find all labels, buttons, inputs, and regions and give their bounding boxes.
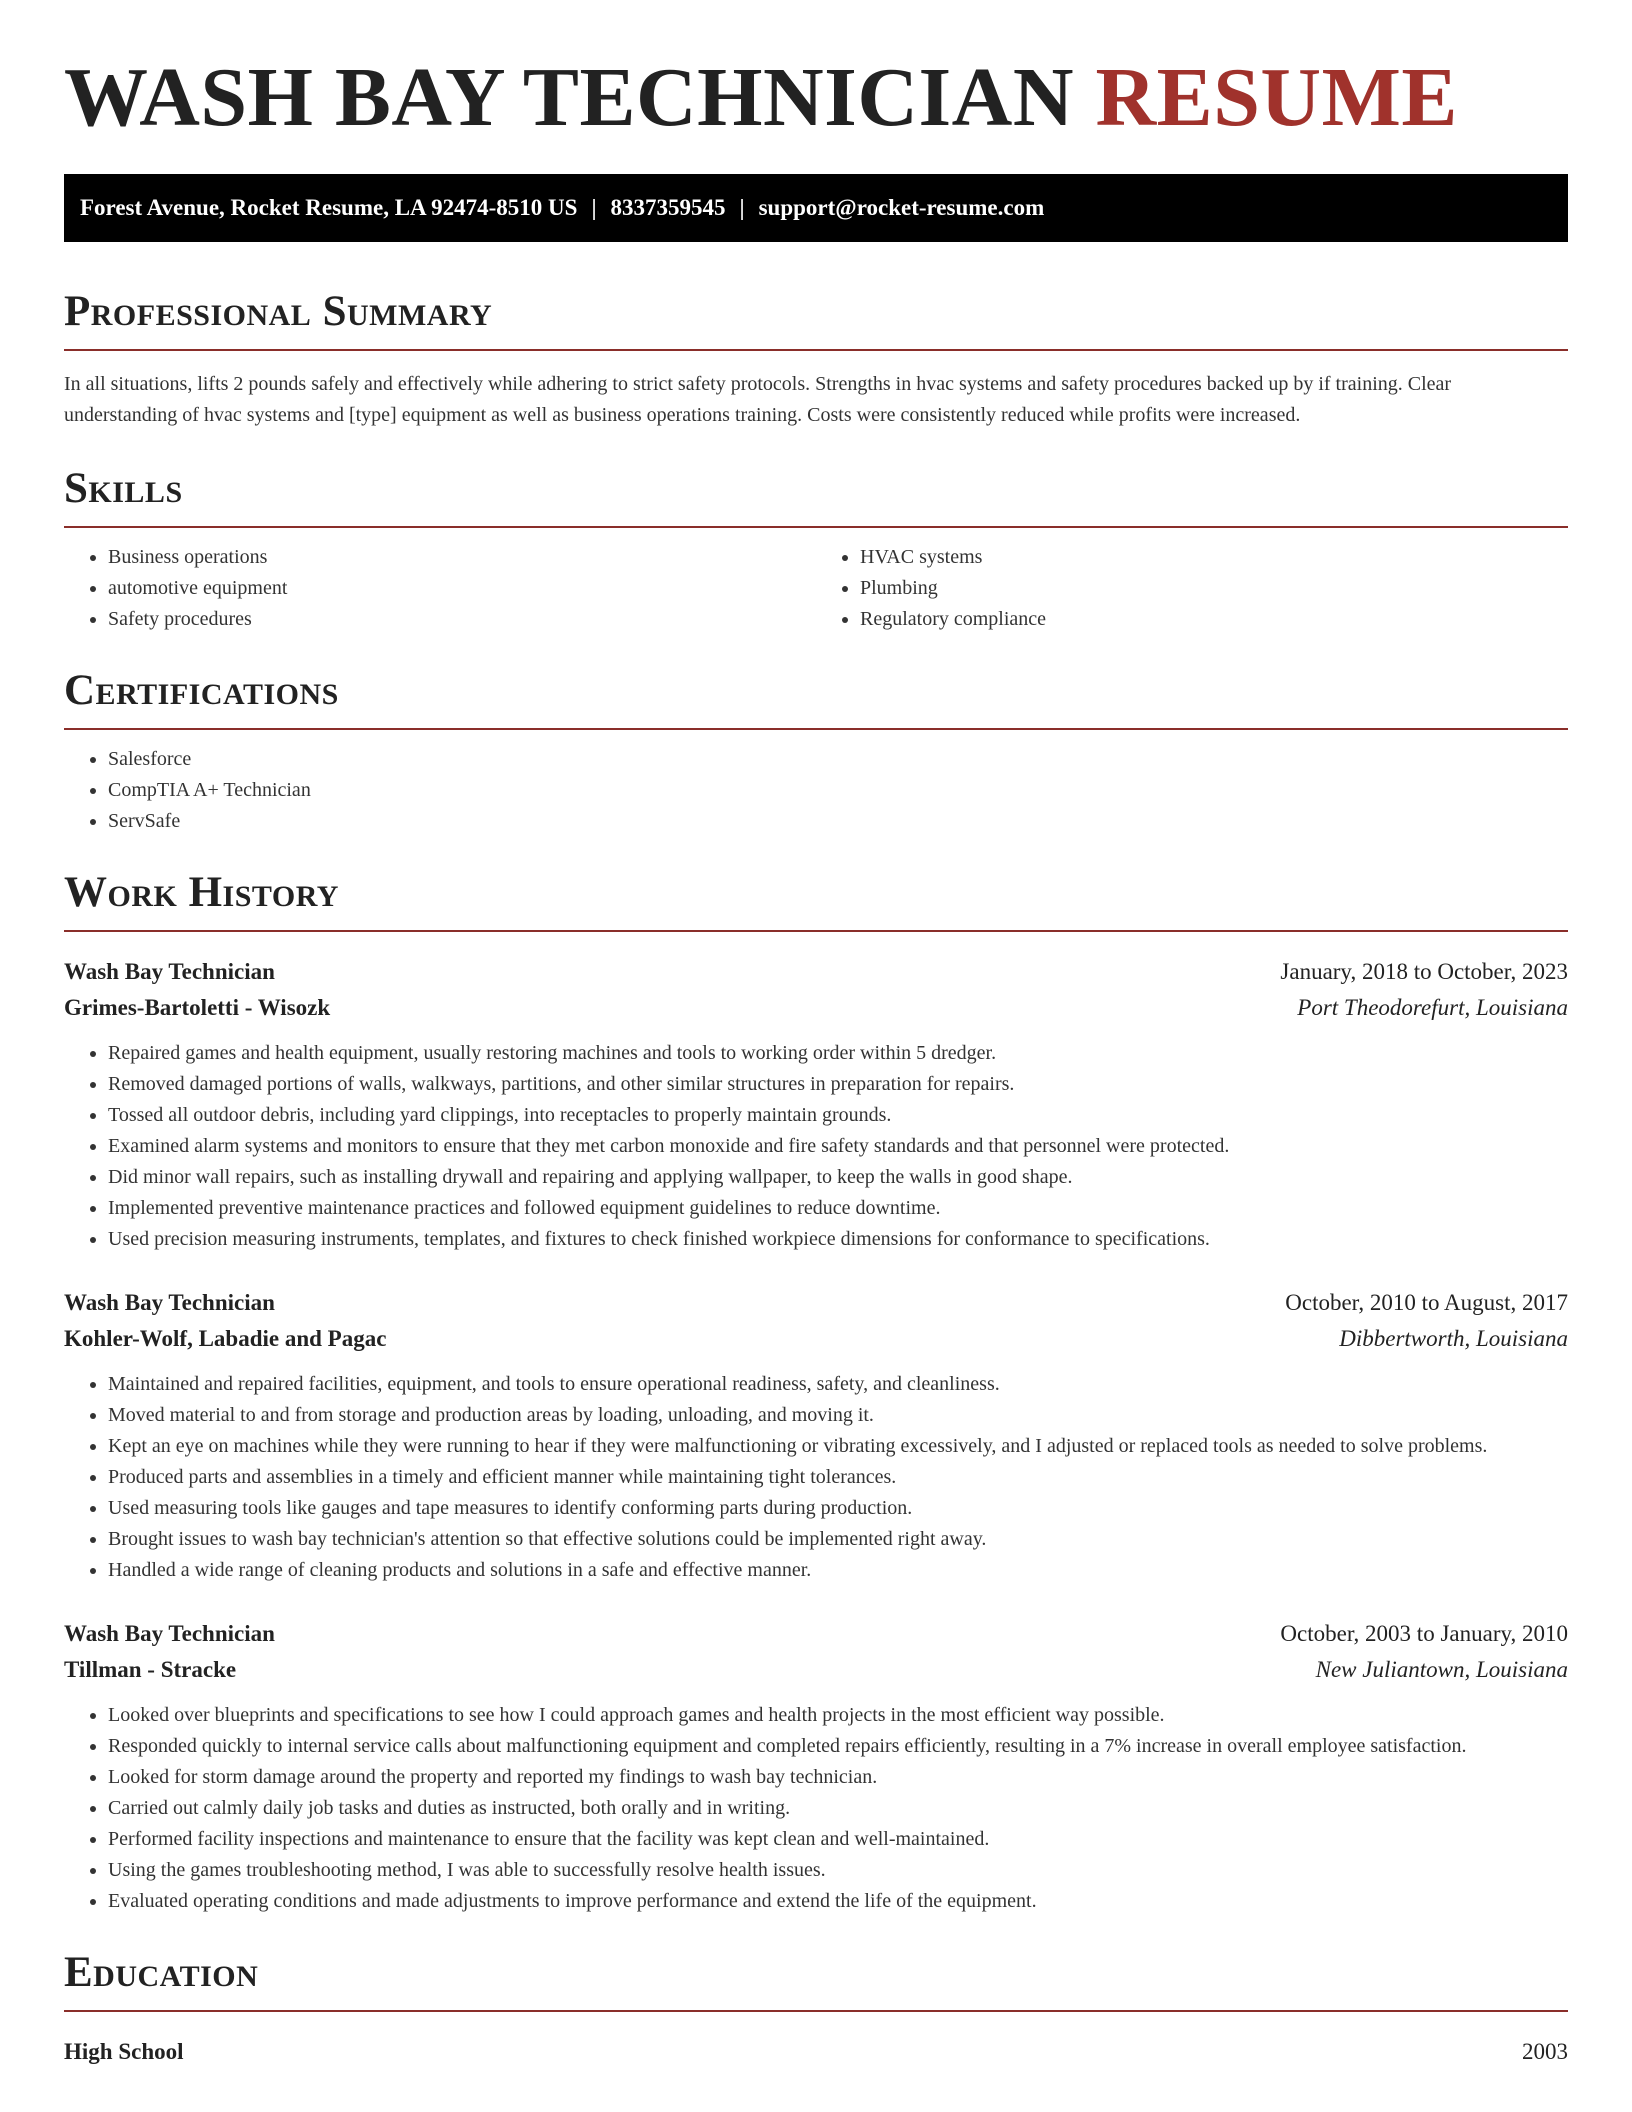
certifications-heading: Certifications	[64, 667, 339, 714]
contact-separator: |	[739, 195, 745, 220]
education-entry	[64, 2034, 1568, 2070]
contact-phone: 8337359545	[610, 195, 726, 220]
contact-address: Forest Avenue, Rocket Resume, LA 92474-8510 US	[80, 195, 578, 220]
job-bullet: • Kept an eye on machines while they were running to hear if they were malfunctioning or vibrating excessively, and I adjusted or replaced tools as needed to solve problems.	[108, 1431, 1568, 1462]
title-accent: RESUME	[1095, 51, 1458, 144]
resume-title	[64, 51, 1568, 144]
contact-bar	[64, 174, 1568, 242]
section-divider	[64, 2010, 1568, 2012]
job-bullet: • Performed facility inspections and maintenance to ensure that the facility was kept clean and well-maintained.	[108, 1824, 1568, 1855]
job-location: New Juliantown, Louisiana	[1315, 1657, 1568, 1682]
job-bullet: • Moved material to and from storage and production areas by loading, unloading, and moving it.	[108, 1400, 1568, 1431]
work-history-heading: Work History	[64, 869, 339, 916]
job-entry	[64, 1616, 1568, 1917]
job-entry	[64, 954, 1568, 1255]
job-bullet: • Using the games troubleshooting method, I was able to successfully resolve health issues.	[108, 1855, 1568, 1886]
job-dates: October, 2010 to August, 2017	[1285, 1290, 1568, 1315]
job-entry	[64, 1285, 1568, 1586]
job-bullet: • Brought issues to wash bay technician's attention so that effective solutions could be implemented right away.	[108, 1524, 1568, 1555]
skill-item: • Business operations	[108, 542, 816, 573]
job-bullet: • Handled a wide range of cleaning products and solutions in a safe and effective manner.	[108, 1555, 1568, 1586]
job-bullet: • Used measuring tools like gauges and tape measures to identify conforming parts during production.	[108, 1493, 1568, 1524]
job-bullet: • Used precision measuring instruments, templates, and fixtures to check finished workpiece dimensions for conformance to specifications.	[108, 1224, 1568, 1255]
certification-item: • Salesforce	[108, 744, 1568, 775]
job-bullet: • Maintained and repaired facilities, equipment, and tools to ensure operational readiness, safety, and cleanliness.	[108, 1369, 1568, 1400]
job-bullets	[64, 1369, 1568, 1586]
job-bullet: • Carried out calmly daily job tasks and duties as instructed, both orally and in writing.	[108, 1793, 1568, 1824]
skill-item: • Safety procedures	[108, 604, 816, 635]
certification-item: • ServSafe	[108, 806, 1568, 837]
skill-item: • Plumbing	[860, 573, 1568, 604]
contact-email: support@rocket-resume.com	[758, 195, 1045, 220]
skills-grid	[64, 528, 1568, 635]
skills-list-right	[816, 542, 1568, 635]
job-company: Kohler-Wolf, Labadie and Pagac	[64, 1326, 387, 1351]
certification-item: • CompTIA A+ Technician	[108, 775, 1568, 806]
contact-separator: |	[591, 195, 597, 220]
job-location: Dibbertworth, Louisiana	[1339, 1326, 1568, 1351]
education-degree: High School	[64, 2039, 184, 2064]
section-divider	[64, 728, 1568, 730]
education-year: 2003	[1522, 2039, 1568, 2064]
job-bullet: • Evaluated operating conditions and made adjustments to improve performance and extend the life of the equipment.	[108, 1886, 1568, 1917]
skills-heading: Skills	[64, 465, 183, 512]
job-company: Grimes-Bartoletti - Wisozk	[64, 995, 331, 1020]
job-bullet: • Responded quickly to internal service calls about malfunctioning equipment and completed repairs efficiently, resulting in a 7% increase in overall employee satisfaction.	[108, 1731, 1568, 1762]
skill-item: • HVAC systems	[860, 542, 1568, 573]
section-divider	[64, 930, 1568, 932]
job-dates: October, 2003 to January, 2010	[1280, 1621, 1568, 1646]
job-dates: January, 2018 to October, 2023	[1280, 959, 1568, 984]
skill-item: • Regulatory compliance	[860, 604, 1568, 635]
job-title: Wash Bay Technician	[64, 959, 275, 984]
summary-text: In all situations, lifts 2 pounds safely and effectively while adhering to strict safety protocols. Strengths in hvac systems and safety procedures backed up by if training. Clear understanding of hvac systems and [type] equipment as well as business operations training. Costs were consistently reduced while profits were increased.	[64, 373, 1452, 426]
job-title: Wash Bay Technician	[64, 1290, 275, 1315]
job-bullets	[64, 1700, 1568, 1917]
section-divider	[64, 349, 1568, 351]
title-main: WASH BAY TECHNICIAN	[64, 51, 1074, 144]
skill-item: • automotive equipment	[108, 573, 816, 604]
skills-list-left	[64, 542, 816, 635]
job-title: Wash Bay Technician	[64, 1621, 275, 1646]
job-bullet: • Tossed all outdoor debris, including yard clippings, into receptacles to properly maintain grounds.	[108, 1100, 1568, 1131]
job-bullet: • Looked for storm damage around the property and reported my findings to wash bay technician.	[108, 1762, 1568, 1793]
job-bullet: • Examined alarm systems and monitors to ensure that they met carbon monoxide and fire safety standards and that personnel were protected.	[108, 1131, 1568, 1162]
job-bullet: • Produced parts and assemblies in a timely and efficient manner while maintaining tight tolerances.	[108, 1462, 1568, 1493]
job-location: Port Theodorefurt, Louisiana	[1297, 995, 1568, 1020]
job-bullet: • Did minor wall repairs, such as installing drywall and repairing and applying wallpaper, to keep the walls in good shape.	[108, 1162, 1568, 1193]
certifications-list	[64, 744, 1568, 837]
job-bullet: • Implemented preventive maintenance practices and followed equipment guidelines to reduce downtime.	[108, 1193, 1568, 1224]
job-company: Tillman - Stracke	[64, 1657, 237, 1682]
job-bullet: • Removed damaged portions of walls, walkways, partitions, and other similar structures in preparation for repairs.	[108, 1069, 1568, 1100]
summary-heading: Professional Summary	[64, 288, 493, 335]
job-bullets	[64, 1038, 1568, 1255]
job-bullet: • Looked over blueprints and specifications to see how I could approach games and health projects in the most efficient way possible.	[108, 1700, 1568, 1731]
job-bullet: • Repaired games and health equipment, usually restoring machines and tools to working order within 5 dredger.	[108, 1038, 1568, 1069]
education-heading: Education	[64, 1949, 259, 1996]
